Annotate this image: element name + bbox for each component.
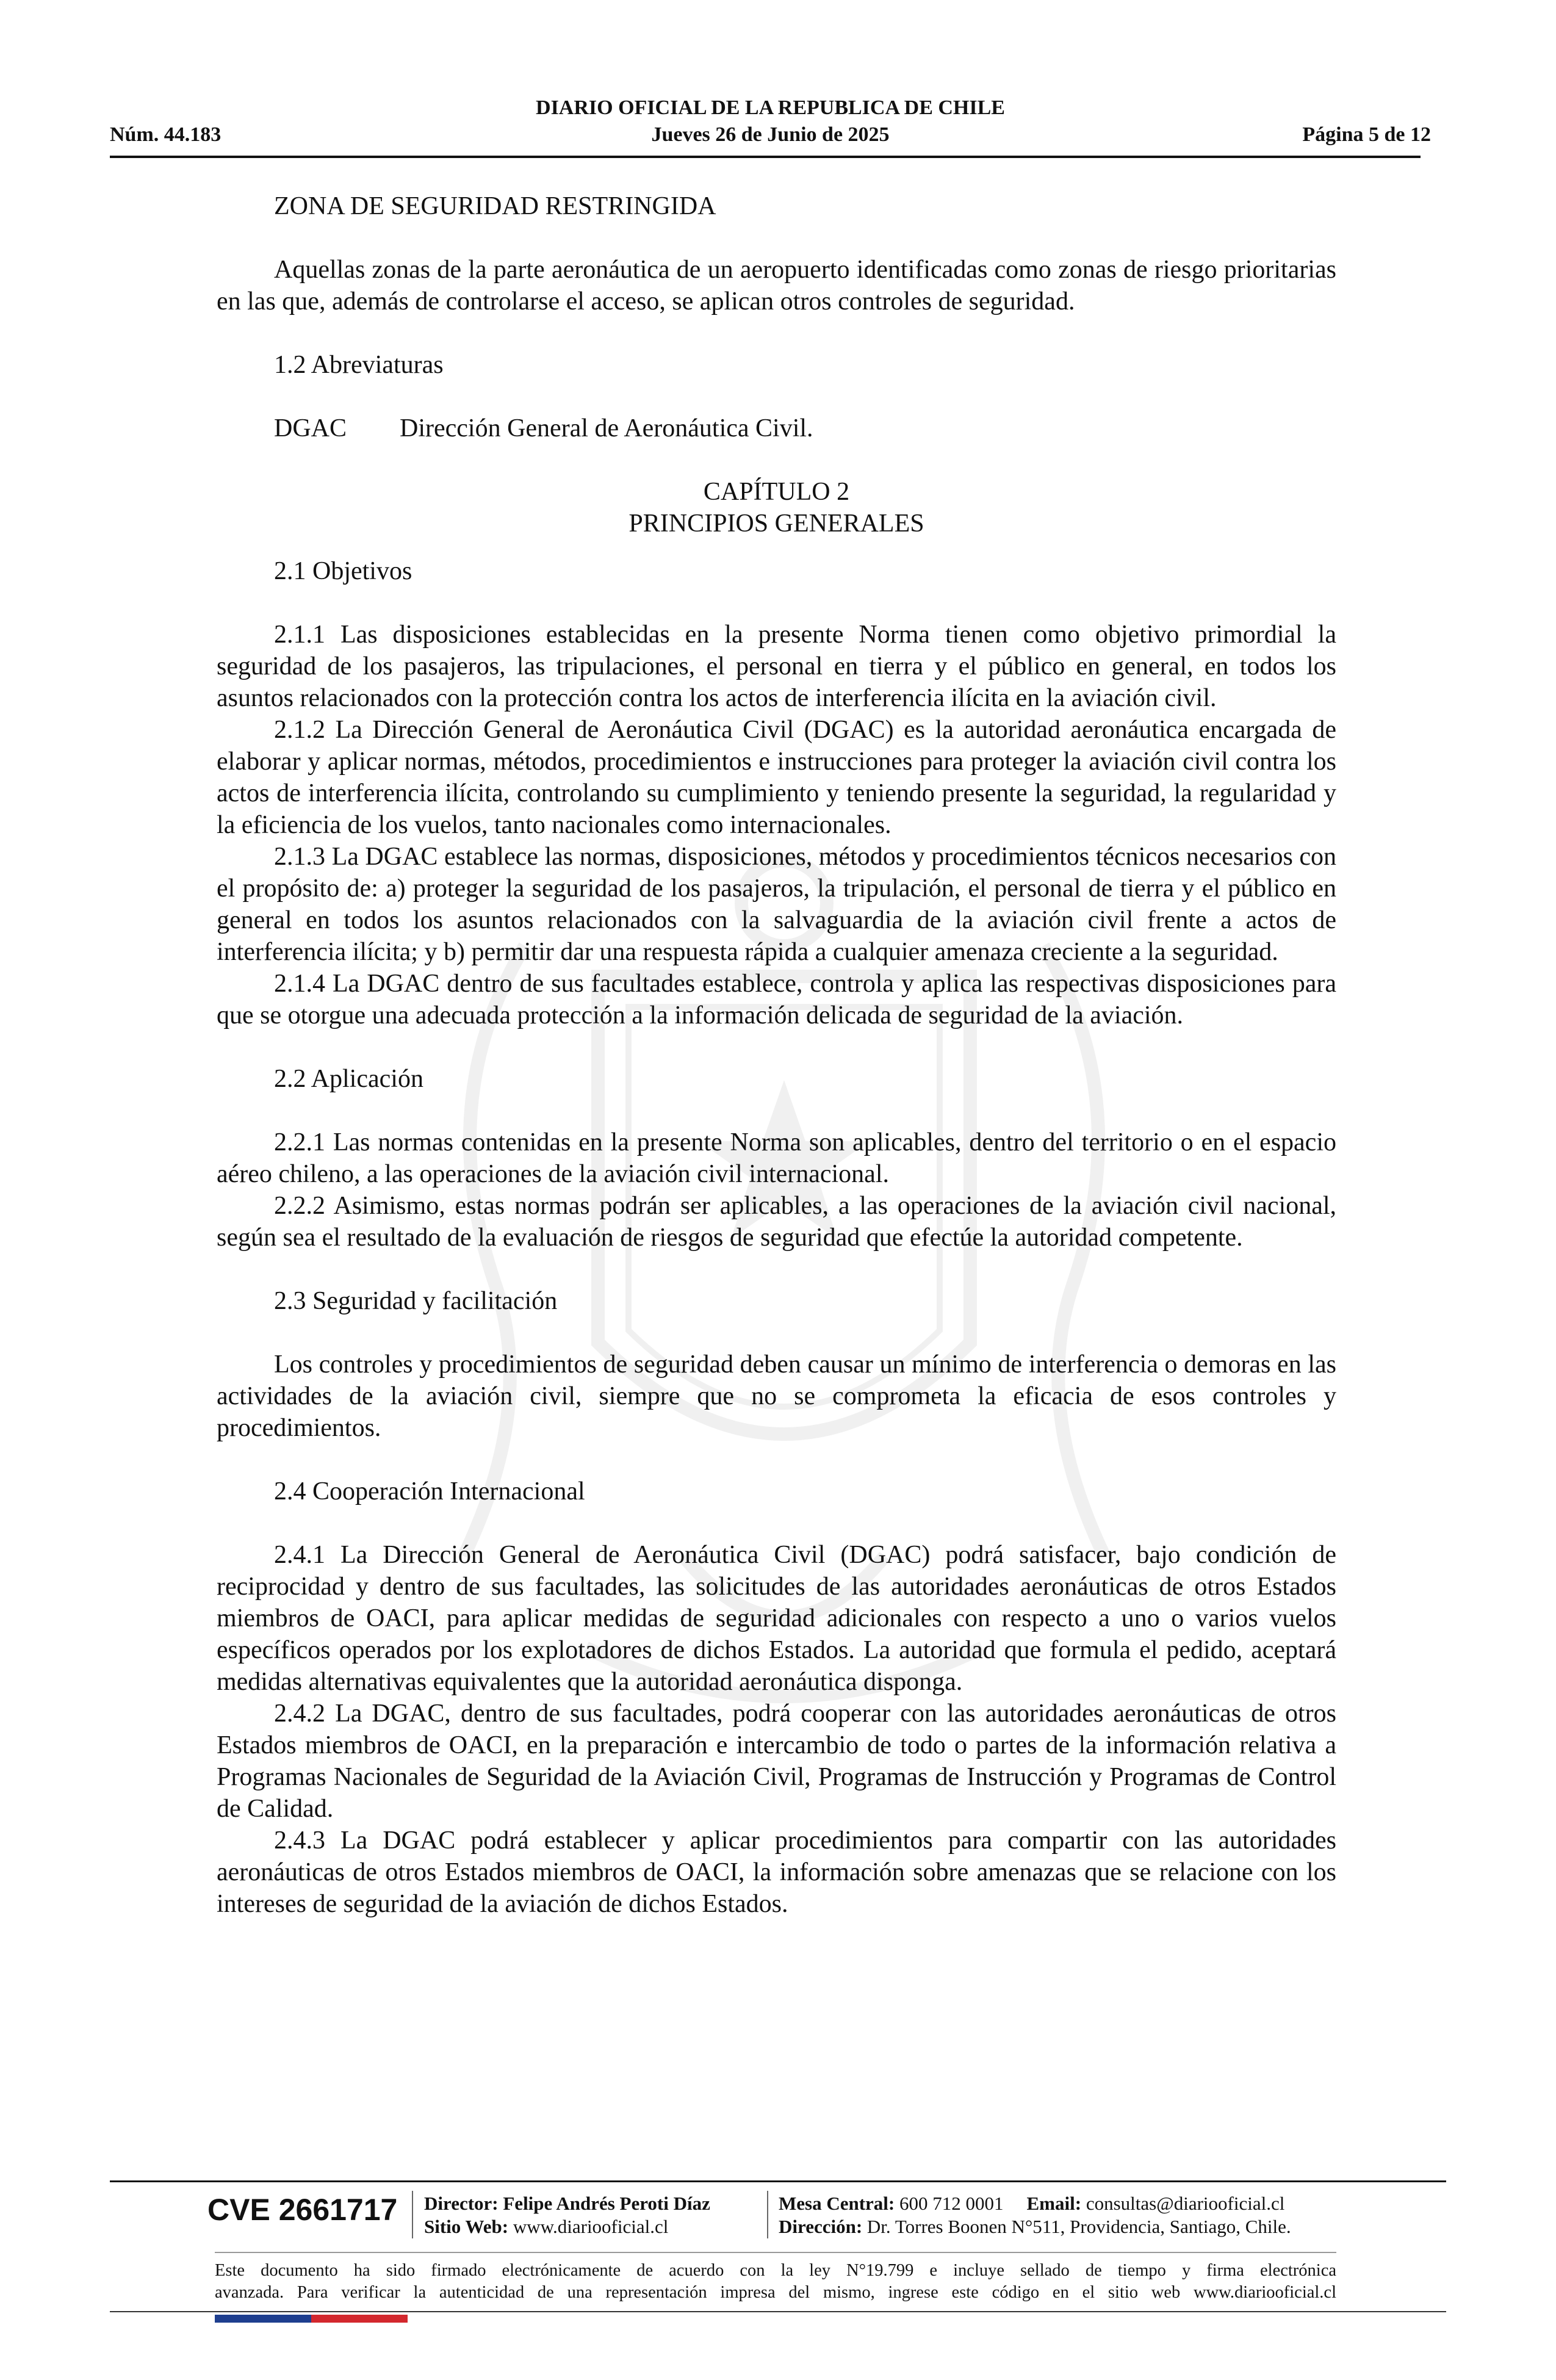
page-header [110,96,1431,157]
paragraph-2-4-3: 2.4.3 La DGAC podrá establecer y aplicar procedimientos para compartir con las autoridades aeronáuticas de otros Estados miembros de OACI, la información sobre amenazas que se relacione con los intereses de seguridad de la aviación de dichos Estados. [217,1826,1336,1918]
legal-notice [215,2260,1336,2304]
director-label: Director: [424,2193,499,2214]
flag-stripe-red [311,2315,408,2323]
issue-date: Jueves 26 de Junio de 2025 [651,123,890,146]
footer-thin-divider [215,2252,1336,2253]
flag-stripe-blue [215,2315,311,2323]
mesa-phone: 600 712 0001 [899,2193,1004,2214]
section-heading-objetivos: 2.1 Objetivos [274,557,412,585]
website-link[interactable]: www.diariooficial.cl [513,2216,669,2237]
paragraph-2-3: Los controles y procedimientos de seguridad deben causar un mínimo de interferencia o demoras en las actividades de la aviación civil, siempre que no se comprometa la eficacia de esos controles y procedimientos. [217,1350,1336,1442]
issue-number: Núm. 44.183 [110,123,222,146]
section-heading-cooperacion: 2.4 Cooperación Internacional [274,1477,585,1506]
footer-bottom-divider [110,2311,1446,2312]
paragraph-2-1-4: 2.1.4 La DGAC dentro de sus facultades establece, controla y aplica las respectivas disposiciones para que se otorgue una adecuada protección a la información delicada de seguridad de la aviación. [217,970,1336,1030]
footer-separator [767,2191,768,2238]
director-name: Felipe Andrés Peroti Díaz [503,2193,710,2214]
legal-line-1: Este documento ha sido firmado electrónicamente de acuerdo con la ley N°19.799 e incluye sellado de tiempo y firma electrónica [215,2261,1336,2280]
address-label: Dirección: [779,2216,863,2237]
mesa-label: Mesa Central: [779,2193,895,2214]
page-number: Página 5 de 12 [1302,123,1431,146]
document-body [217,190,1336,1920]
zona-definition: Aquellas zonas de la parte aeronáutica de un aeropuerto identificadas como zonas de riesgo prioritarias en las que, además de controlarse el acceso, se aplican otros controles de seguridad. [217,256,1336,316]
chapter-number: CAPÍTULO 2 [703,478,850,506]
footer-director-block [424,2192,710,2238]
header-divider [110,156,1421,158]
zona-title: ZONA DE SEGURIDAD RESTRINGIDA [274,192,716,220]
paragraph-2-1-2: 2.1.2 La Dirección General de Aeronáutica Civil (DGAC) es la autoridad aeronáutica encargada de elaborar y aplicar normas, métodos, procedimientos e instrucciones para proteger la aviación civil contra los actos de interferencia ilícita, controlando su cumplimiento y teniendo presente la seguridad, la regularidad y la eficiencia de los vuelos, tanto nacionales como internacionales. [217,716,1336,839]
publication-title: DIARIO OFICIAL DE LA REPUBLICA DE CHILE [536,96,1005,119]
abbreviation-definition: Dirección General de Aeronáutica Civil. [400,414,813,442]
paragraph-2-4-1: 2.4.1 La Dirección General de Aeronáutica Civil (DGAC) podrá satisfacer, bajo condición de reciprocidad y dentro de sus facultades, las solicitudes de las autoridades aeronáuticas de otros Estados miembros de OACI, para aplicar medidas de seguridad adicionales con respecto a uno o varios vuelos específicos operados por los explotadores de dichos Estados. La autoridad que formula el pedido, aceptará medidas alternativas equivalentes que la autoridad aeronáutica disponga. [217,1541,1336,1696]
paragraph-2-4-2: 2.4.2 La DGAC, dentro de sus facultades, podrá cooperar con las autoridades aeronáuticas de otros Estados miembros de OACI, en la preparación e intercambio de todo o partes de la información relativa a Programas Nacionales de Seguridad de la Aviación Civil, Programas de Instrucción y Programas de Control de Calidad. [217,1700,1336,1823]
website-label: Sitio Web: [424,2216,509,2237]
footer-contact-block [779,2192,1291,2238]
paragraph-2-1-1: 2.1.1 Las disposiciones establecidas en la presente Norma tienen como objetivo primordial la seguridad de los pasajeros, las tripulaciones, el personal en tierra y el público en general, en todos los asuntos relacionados con la protección contra los actos de interferencia ilícita en la aviación civil. [217,621,1336,712]
footer-divider [110,2180,1446,2182]
cve-code: CVE 2661717 [207,2193,398,2227]
section-heading-seguridad-facilitacion: 2.3 Seguridad y facilitación [274,1287,558,1315]
legal-line-2: avanzada. Para verificar la autenticidad de una representación impresa del mismo, ingrese este código en el sitio web www.diariooficial.cl [215,2283,1336,2302]
paragraph-2-2-2: 2.2.2 Asimismo, estas normas podrán ser aplicables, a las operaciones de la aviación civil nacional, según sea el resultado de la evaluación de riesgos de seguridad que efectúe la autoridad competente. [217,1192,1336,1252]
address-value: Dr. Torres Boonen N°511, Providencia, Santiago, Chile. [866,2216,1291,2237]
paragraph-2-1-3: 2.1.3 La DGAC establece las normas, disposiciones, métodos y procedimientos técnicos necesarios con el propósito de: a) proteger la seguridad de los pasajeros, la tripulación, el personal de tierra y el público en general en todos los asuntos relacionados con la salvaguardia de la aviación civil frente a actos de interferencia ilícita; y b) permitir dar una respuesta rápida a cualquier amenaza creciente a la seguridad. [217,843,1336,966]
footer-separator [412,2191,413,2238]
email-link[interactable]: consultas@diariooficial.cl [1086,2193,1285,2214]
abbreviation-entry [217,413,1336,444]
section-heading-aplicacion: 2.2 Aplicación [274,1065,423,1093]
chapter-title: PRINCIPIOS GENERALES [629,510,924,538]
email-label: Email: [1026,2193,1082,2214]
paragraph-2-2-1: 2.2.1 Las normas contenidas en la presente Norma son aplicables, dentro del territorio o en el espacio aéreo chileno, a las operaciones de la aviación civil internacional. [217,1128,1336,1188]
section-heading-abreviaturas: 1.2 Abreviaturas [274,351,444,379]
abbreviation-code: DGAC [274,414,347,442]
